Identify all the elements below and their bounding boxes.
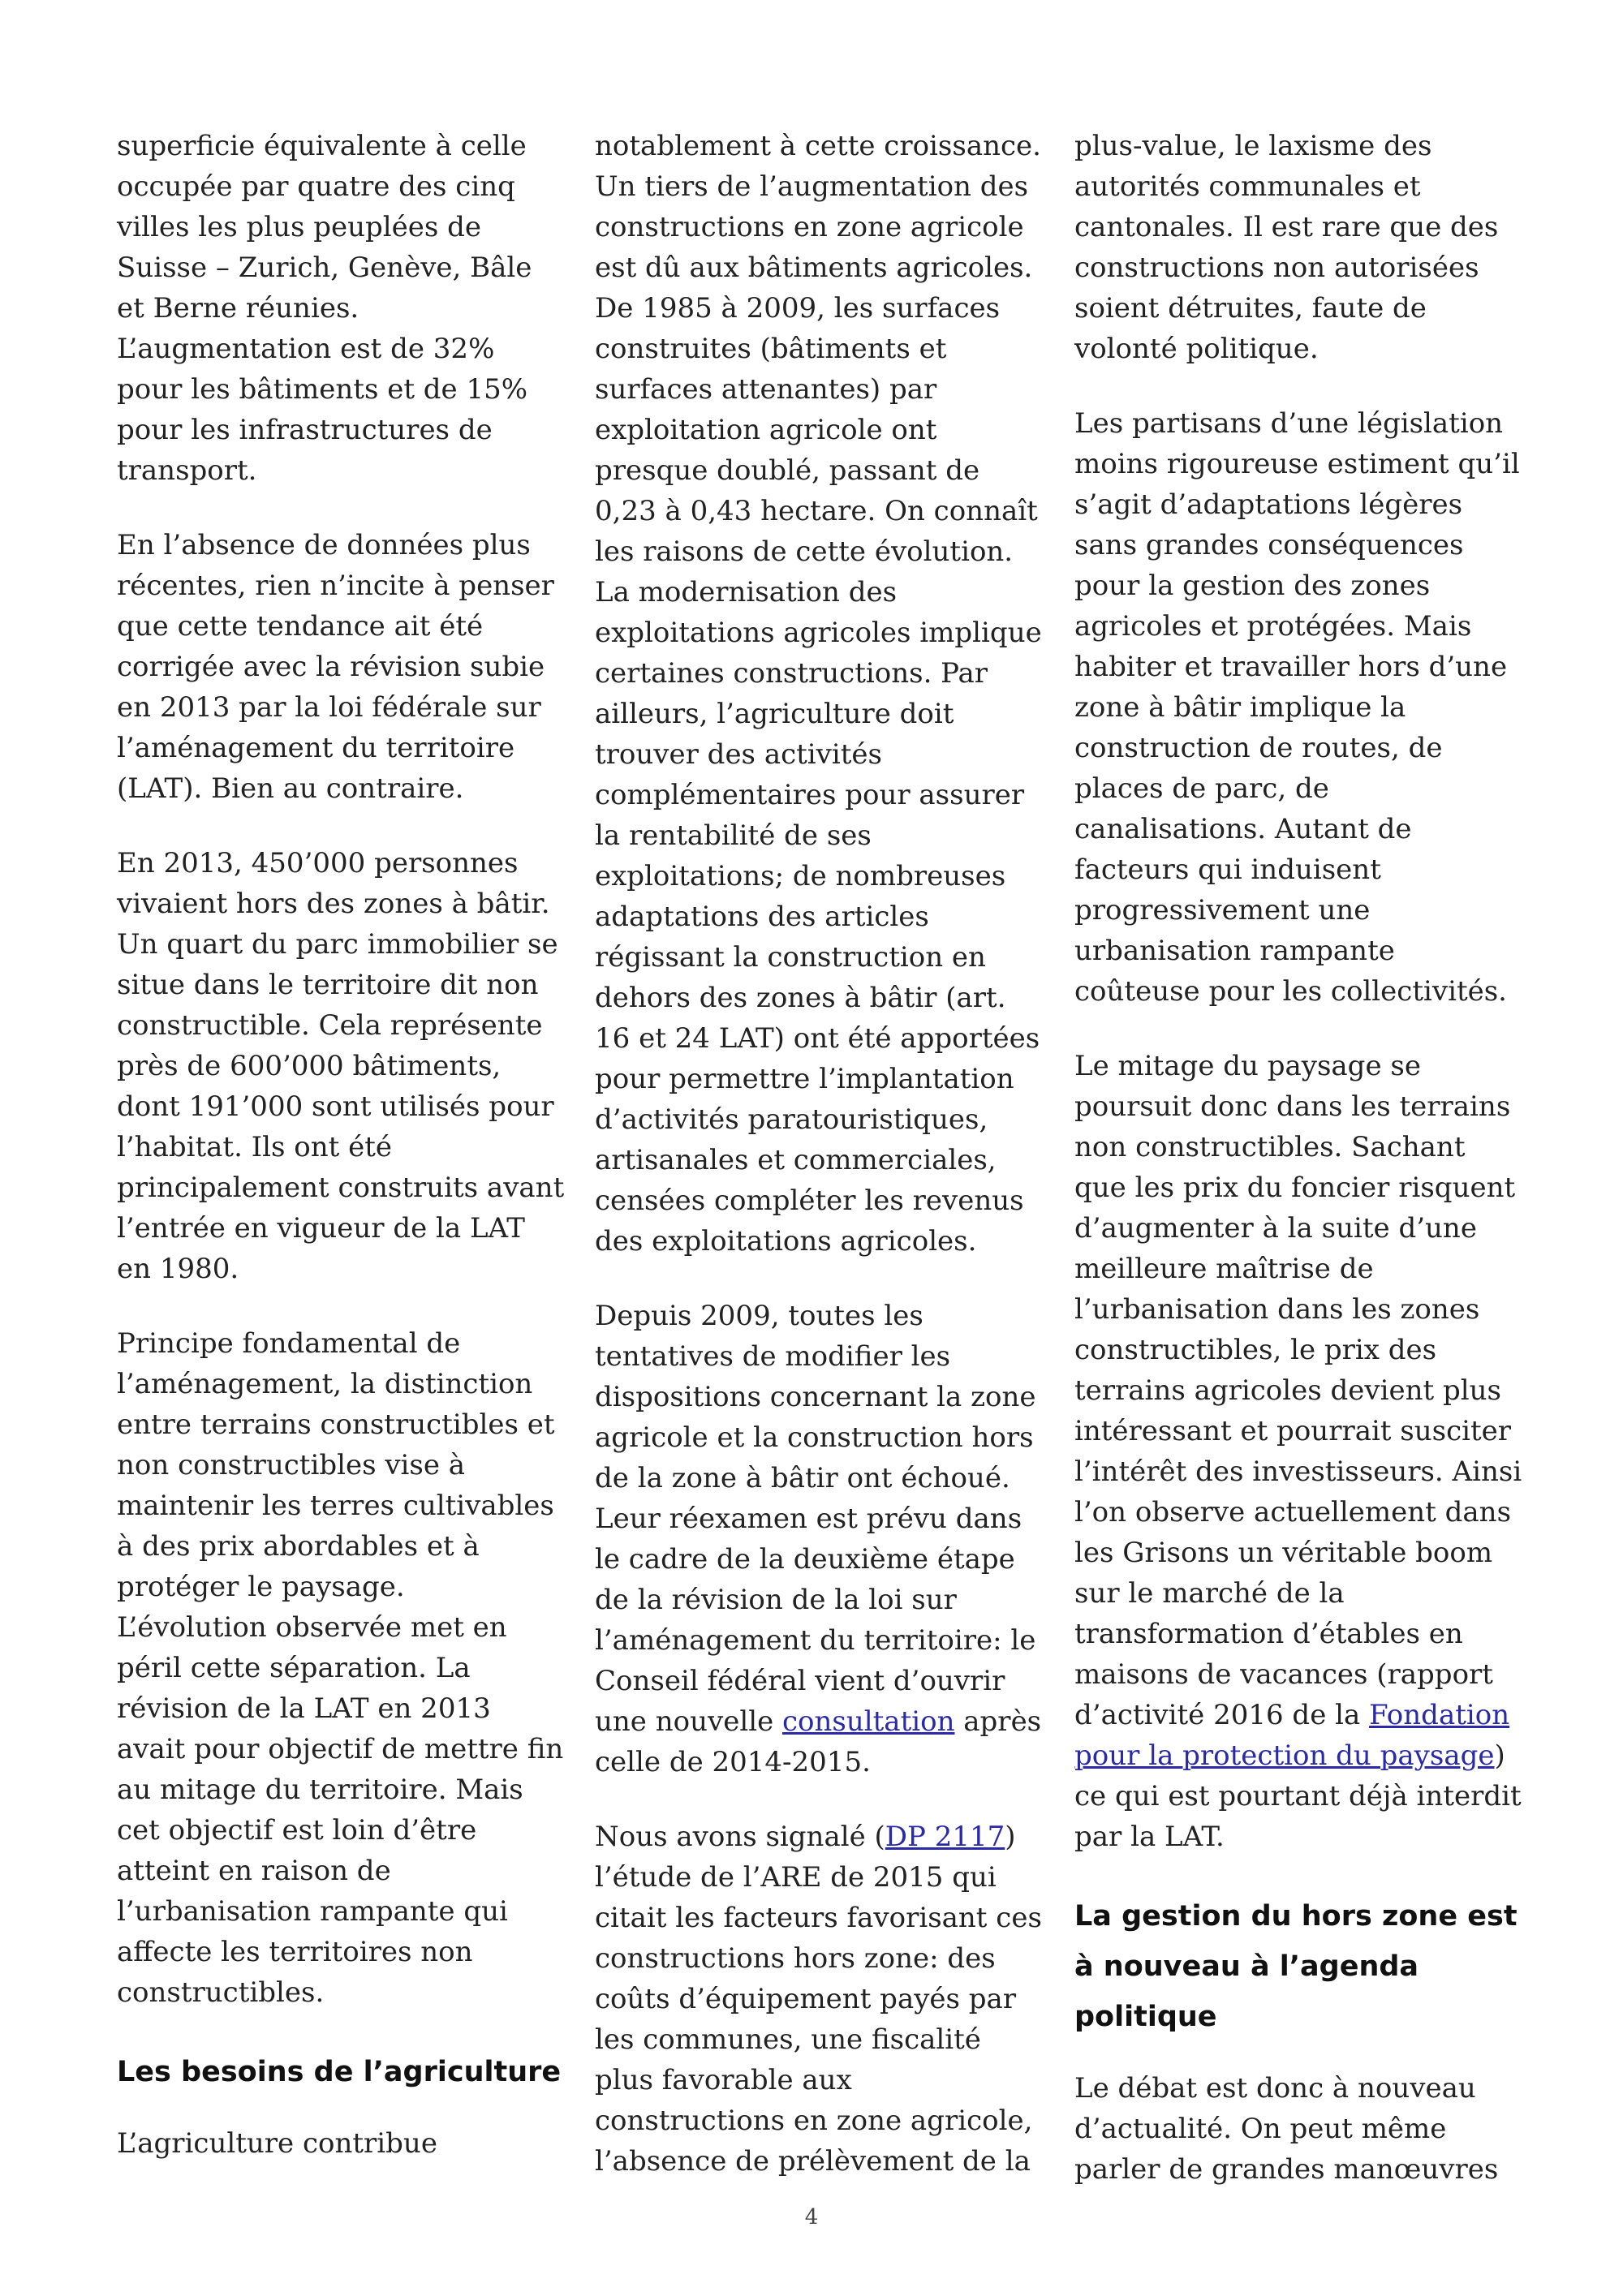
text-line: affecte les territoires non bbox=[117, 1936, 473, 1968]
page-number: 4 bbox=[804, 2205, 819, 2229]
section-heading bbox=[1074, 1891, 1529, 2042]
text-line: construites (bâtiments et bbox=[595, 333, 947, 365]
text-line: moins rigoureuse estiment qu’il bbox=[1074, 448, 1520, 480]
text-line: notablement à cette croissance. bbox=[595, 130, 1041, 162]
text-line: canalisations. Autant de bbox=[1074, 813, 1412, 845]
text-line: Un quart du parc immobilier se bbox=[117, 928, 558, 961]
text-line: pour les bâtiments et de 15% bbox=[117, 373, 528, 406]
text-line: cet objectif est loin d’être bbox=[117, 1814, 477, 1847]
text-line: constructions non autorisées bbox=[1074, 252, 1479, 284]
text-line: l’urbanisation rampante qui bbox=[117, 1895, 508, 1928]
text-line: citait les facteurs favorisant ces bbox=[595, 1902, 1042, 1934]
text-line: maisons de vacances (rapport bbox=[1074, 1658, 1493, 1691]
text-line: situe dans le territoire dit non bbox=[117, 969, 539, 1001]
article-column-1 bbox=[117, 126, 571, 2198]
text-line: corrigée avec la révision subie bbox=[117, 651, 545, 683]
text-line: (LAT). Bien au contraire. bbox=[117, 772, 464, 805]
fondation-paysage-link-continued[interactable]: pour la protection du paysage bbox=[1074, 1739, 1495, 1772]
text-line: révision de la LAT en 2013 bbox=[117, 1692, 491, 1725]
text-line: places de parc, de bbox=[1074, 772, 1329, 805]
text-line: exploitations agricoles implique bbox=[595, 617, 1042, 649]
text-line: maintenir les terres cultivables bbox=[117, 1490, 554, 1522]
text-line: l’aménagement du territoire: le bbox=[595, 1624, 1036, 1657]
text-line: pour les infrastructures de bbox=[117, 414, 493, 446]
text-line: l’habitat. Ils ont été bbox=[117, 1131, 393, 1163]
text-line: l’étude de l’ARE de 2015 qui bbox=[595, 1861, 997, 1894]
fondation-paysage-link[interactable]: Fondation bbox=[1369, 1699, 1510, 1731]
text-line: agricoles et protégées. Mais bbox=[1074, 610, 1472, 643]
text-line: l’urbanisation dans les zones bbox=[1074, 1293, 1480, 1326]
text-line: En 2013, 450’000 personnes bbox=[117, 847, 519, 879]
text-line: dispositions concernant la zone bbox=[595, 1381, 1036, 1413]
text-line: près de 600’000 bâtiments, bbox=[117, 1050, 502, 1082]
text-line: agricole et la construction hors bbox=[595, 1421, 1034, 1454]
text-line: exploitations; de nombreuses bbox=[595, 860, 1006, 892]
text-fragment: ) bbox=[1494, 1739, 1505, 1772]
text-line: transformation d’étables en bbox=[1074, 1618, 1463, 1650]
text-line: coûts d’équipement payés par bbox=[595, 1983, 1017, 2015]
text-line: pour permettre l’implantation bbox=[595, 1063, 1014, 1095]
paragraph bbox=[117, 2123, 571, 2164]
text-line: progressivement une bbox=[1074, 894, 1371, 927]
text-line: De 1985 à 2009, les surfaces bbox=[595, 292, 1001, 325]
text-line: tentatives de modifier les bbox=[595, 1340, 951, 1373]
text-line: non constructibles vise à bbox=[117, 1449, 466, 1481]
text-line: 16 et 24 LAT) ont été apportées bbox=[595, 1022, 1040, 1055]
text-line: certaines constructions. Par bbox=[595, 657, 988, 690]
text-line: constructibles, le prix des bbox=[1074, 1334, 1437, 1366]
text-line: urbanisation rampante bbox=[1074, 935, 1395, 967]
text-line: surfaces attenantes) par bbox=[595, 373, 937, 406]
text-line: de la zone à bâtir ont échoué. bbox=[595, 1462, 1010, 1494]
text-line: s’agit d’adaptations légères bbox=[1074, 488, 1463, 521]
text-line: sur le marché de la bbox=[1074, 1577, 1345, 1610]
paragraph bbox=[117, 843, 571, 1289]
text-line: complémentaires pour assurer bbox=[595, 779, 1025, 811]
text-line: d’activités paratouristiques, bbox=[595, 1103, 988, 1136]
text-line: trouver des activités bbox=[595, 738, 882, 771]
text-line: plus-value, le laxisme des bbox=[1074, 130, 1432, 162]
text-line: l’absence de prélèvement de la bbox=[595, 2145, 1031, 2178]
text-line: pour la gestion des zones bbox=[1074, 570, 1431, 602]
text-line: 0,23 à 0,43 hectare. On connaît bbox=[595, 495, 1038, 527]
paragraph bbox=[595, 1817, 1049, 2182]
text-line: Depuis 2009, toutes les bbox=[595, 1300, 923, 1332]
text-line: meilleure maîtrise de bbox=[1074, 1253, 1374, 1285]
dp-2117-link[interactable]: DP 2117 bbox=[885, 1821, 1005, 1853]
text-line: les communes, une fiscalité bbox=[595, 2023, 981, 2056]
text-line: constructions en zone agricole, bbox=[595, 2105, 1033, 2137]
text-line: constructible. Cela représente bbox=[117, 1009, 543, 1042]
text-line: En l’absence de données plus bbox=[117, 529, 531, 561]
text-line: exploitation agricole ont bbox=[595, 414, 937, 446]
text-line: ailleurs, l’agriculture doit bbox=[595, 698, 954, 730]
article-column-3 bbox=[1074, 126, 1529, 2224]
heading-line: politique bbox=[1074, 2001, 1217, 2033]
text-line: presque doublé, passant de bbox=[595, 454, 980, 487]
text-line: Le mitage du paysage se bbox=[1074, 1050, 1421, 1082]
text-line: dont 191’000 sont utilisés pour bbox=[117, 1090, 554, 1123]
text-line: La modernisation des bbox=[595, 576, 898, 608]
text-line: L’agriculture contribue bbox=[117, 2127, 437, 2160]
text-line: villes les plus peuplées de bbox=[117, 211, 482, 243]
text-line: soient détruites, faute de bbox=[1074, 292, 1427, 325]
heading-line: à nouveau à l’agenda bbox=[1074, 1950, 1419, 1983]
text-line: poursuit donc dans les terrains bbox=[1074, 1090, 1511, 1123]
text-fragment: ) bbox=[1005, 1821, 1016, 1853]
text-line: facteurs qui induisent bbox=[1074, 853, 1381, 886]
text-line: les Grisons un véritable boom bbox=[1074, 1537, 1493, 1569]
article-column-2 bbox=[595, 126, 1049, 2216]
text-line: que les prix du foncier risquent bbox=[1074, 1172, 1516, 1204]
paragraph bbox=[117, 1323, 571, 2013]
paragraph bbox=[595, 1296, 1049, 1782]
text-line: adaptations des articles bbox=[595, 901, 929, 933]
text-line: l’on observe actuellement dans bbox=[1074, 1496, 1512, 1529]
text-line: autorités communales et bbox=[1074, 170, 1421, 203]
text-line: zone à bâtir implique la bbox=[1074, 691, 1406, 724]
text-line: protéger le paysage. bbox=[117, 1571, 405, 1603]
text-line: en 2013 par la loi fédérale sur bbox=[117, 691, 541, 724]
text-line: Leur réexamen est prévu dans bbox=[595, 1503, 1022, 1535]
section-heading: Les besoins de l’agriculture bbox=[117, 2056, 562, 2088]
text-line: la rentabilité de ses bbox=[595, 819, 872, 852]
text-line: l’aménagement, la distinction bbox=[117, 1368, 533, 1400]
text-line: en 1980. bbox=[117, 1253, 239, 1285]
text-line bbox=[595, 1701, 1049, 1742]
text-line: L’évolution observée met en bbox=[117, 1611, 507, 1644]
text-line: le cadre de la deuxième étape bbox=[595, 1543, 1015, 1576]
text-line: artisanales et commerciales, bbox=[595, 1144, 997, 1176]
text-line: constructions en zone agricole bbox=[595, 211, 1024, 243]
text-line bbox=[595, 1817, 1049, 1857]
text-line: et Berne réunies. bbox=[117, 292, 359, 325]
text-line: plus favorable aux bbox=[595, 2064, 852, 2096]
text-line: Principe fondamental de bbox=[117, 1327, 461, 1360]
text-line: à des prix abordables et à bbox=[117, 1530, 480, 1563]
text-line: les raisons de cette évolution. bbox=[595, 535, 1014, 568]
text-line: récentes, rien n’incite à penser bbox=[117, 570, 554, 602]
text-line: sans grandes conséquences bbox=[1074, 529, 1464, 561]
text-line: entre terrains constructibles et bbox=[117, 1408, 555, 1441]
text-line: au mitage du territoire. Mais bbox=[117, 1774, 523, 1806]
text-line: non constructibles. Sachant bbox=[1074, 1131, 1466, 1163]
text-line: transport. bbox=[117, 454, 257, 487]
text-line: que cette tendance ait été bbox=[117, 610, 484, 643]
paragraph bbox=[1074, 1046, 1529, 1857]
text-line: intéressant et pourrait susciter bbox=[1074, 1415, 1512, 1447]
text-line: constructibles. bbox=[117, 1976, 325, 2009]
text-line: constructions hors zone: des bbox=[595, 1942, 996, 1975]
text-line: péril cette séparation. La bbox=[117, 1652, 471, 1684]
text-line: ce qui est pourtant déjà interdit bbox=[1074, 1780, 1522, 1812]
text-line: principalement construits avant bbox=[117, 1172, 565, 1204]
text-line: l’aménagement du territoire bbox=[117, 732, 515, 764]
text-line: Suisse – Zurich, Genève, Bâle bbox=[117, 252, 532, 284]
text-line: censées compléter les revenus bbox=[595, 1185, 1024, 1217]
text-line: avait pour objectif de mettre fin bbox=[117, 1733, 564, 1765]
text-line: occupée par quatre des cinq bbox=[117, 170, 515, 203]
paragraph bbox=[595, 126, 1049, 1262]
text-line: L’augmentation est de 32% bbox=[117, 333, 495, 365]
text-line: Conseil fédéral vient d’ouvrir bbox=[595, 1665, 1005, 1697]
consultation-link[interactable]: consultation bbox=[782, 1705, 955, 1738]
paragraph bbox=[1074, 2068, 1529, 2190]
text-line: celle de 2014-2015. bbox=[595, 1746, 871, 1778]
text-line bbox=[1074, 1695, 1529, 1735]
text-line: Les partisans d’une législation bbox=[1074, 407, 1504, 440]
text-line: superficie équivalente à celle bbox=[117, 130, 527, 162]
text-line bbox=[1074, 1735, 1529, 1776]
text-line: d’augmenter à la suite d’une bbox=[1074, 1212, 1477, 1245]
text-line: l’intérêt des investisseurs. Ainsi bbox=[1074, 1455, 1522, 1488]
text-line: habiter et travailler hors d’une bbox=[1074, 651, 1508, 683]
text-fragment: Nous avons signalé ( bbox=[595, 1821, 885, 1853]
paragraph bbox=[117, 525, 571, 809]
text-fragment: d’activité 2016 de la bbox=[1074, 1699, 1370, 1731]
text-line: cantonales. Il est rare que des bbox=[1074, 211, 1499, 243]
text-line: volonté politique. bbox=[1074, 333, 1319, 365]
paragraph bbox=[1074, 403, 1529, 1012]
text-line: des exploitations agricoles. bbox=[595, 1225, 977, 1258]
text-line: terrains agricoles devient plus bbox=[1074, 1374, 1501, 1407]
text-line: coûteuse pour les collectivités. bbox=[1074, 975, 1507, 1008]
text-line: vivaient hors des zones à bâtir. bbox=[117, 888, 550, 920]
text-line: atteint en raison de bbox=[117, 1855, 391, 1887]
text-fragment: une nouvelle bbox=[595, 1705, 782, 1738]
text-line: d’actualité. On peut même bbox=[1074, 2113, 1447, 2145]
text-line: par la LAT. bbox=[1074, 1821, 1225, 1853]
heading-line: La gestion du hors zone est bbox=[1074, 1900, 1518, 1933]
paragraph bbox=[117, 126, 571, 491]
text-line: Un tiers de l’augmentation des bbox=[595, 170, 1029, 203]
text-line: régissant la construction en bbox=[595, 941, 986, 974]
text-line: est dû aux bâtiments agricoles. bbox=[595, 252, 1033, 284]
text-line: de la révision de la loi sur bbox=[595, 1584, 957, 1616]
text-line: parler de grandes manœuvres bbox=[1074, 2153, 1499, 2186]
text-line: construction de routes, de bbox=[1074, 732, 1443, 764]
text-line: l’entrée en vigueur de la LAT bbox=[117, 1212, 525, 1245]
text-fragment: après bbox=[954, 1705, 1042, 1738]
paragraph bbox=[1074, 126, 1529, 369]
text-line: Le débat est donc à nouveau bbox=[1074, 2072, 1476, 2105]
text-line: dehors des zones à bâtir (art. bbox=[595, 982, 1006, 1014]
